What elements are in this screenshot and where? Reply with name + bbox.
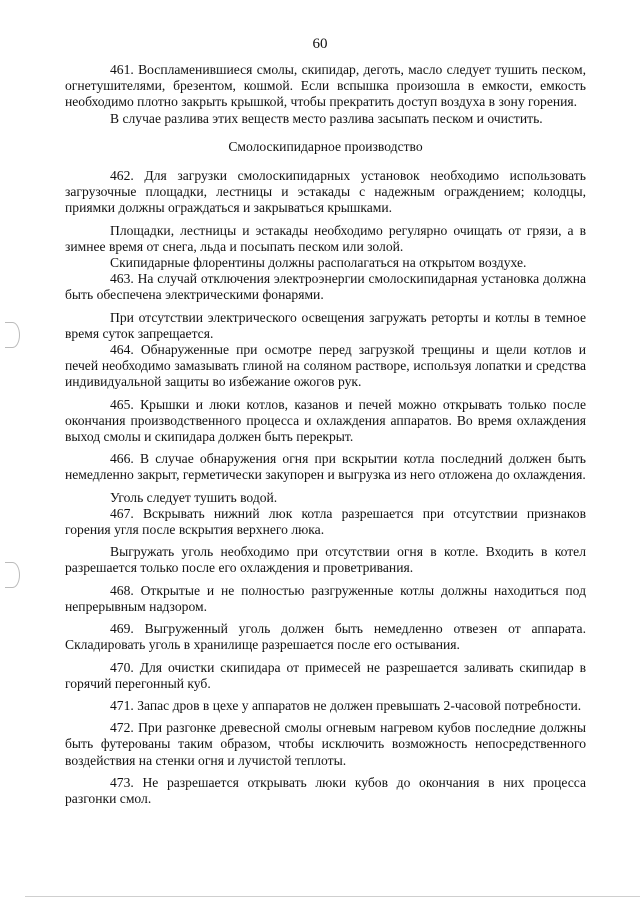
paragraph-466: 466. В случае обнаружения огня при вскрытии котла последний должен быть немедленно закрыт, герметически закупорен и выгрузка из него отложена до охлаждения. [65,451,586,483]
paragraph-466-coal: Уголь следует тушить водой. [110,489,278,505]
paragraph-463: 463. На случай отключения электроэнергии смолоскипидарная установка должна быть обеспечена электрическими фонарями. [65,271,586,303]
paragraph-470: 470. Для очистки скипидара от примесей не разрешается заливать скипидар в горячий перегонный куб. [65,659,586,691]
paragraph-462: 462. Для загрузки смолоскипидарных установок необходимо использовать загрузочные площадки, лестницы и эстакады с надежным ограждением; колодцы, приямки должны ограждаться и закрываться крышками. [65,168,586,216]
paragraph-462-platforms: Площадки, лестницы и эстакады необходимо регулярно очищать от грязи, а в зимнее время от снега, льда и посыпать песком или золой. [65,222,586,254]
paragraph-467-unloading: Выгружать уголь необходимо при отсутствии огня в котле. Входить в котел разрешается только после его охлаждения и проветривания. [65,544,586,576]
paragraph-472: 472. При разгонке древесной смолы огневым нагревом кубов последние должны быть футерованы таким образом, чтобы исключить возможность непосредственного воздействия на стенки огня и лучистой теплоты. [65,720,586,768]
document-body [65,62,586,807]
paragraph-464: 464. Обнаруженные при осмотре перед загрузкой трещины и щели котлов и печей необходимо замазывать глиной на соляном растворе, используя лопатки и средства индивидуальной защиты во избежание ожогов рук. [65,342,586,390]
paragraph-461: 461. Воспламенившиеся смолы, скипидар, деготь, масло следует тушить песком, огнетушителями, брезентом, кошмой. Если вспышка произошла в емкости, емкость необходимо плотно закрыть крышкой, чтобы прекратить доступ воздуха в зону горения. [65,62,586,110]
paragraph-473: 473. Не разрешается открывать люки кубов до окончания в них процесса разгонки смол. [65,774,586,806]
paragraph-463-lighting: При отсутствии электрического освещения загружать реторты и котлы в темное время суток запрещается. [65,309,586,341]
paragraph-468: 468. Открытые и не полностью разгруженные котлы должны находиться под непрерывным надзором. [65,582,586,614]
section-title: Смолоскипидарное производство [228,138,423,154]
page-bottom-edge [25,896,640,897]
paragraph-462-florentines: Скипидарные флорентины должны располагаться на открытом воздухе. [110,255,527,271]
paragraph-spill: В случае разлива этих веществ место разлива засыпать песком и очистить. [110,110,543,126]
punch-hole-mark [5,322,20,348]
paragraph-471: 471. Запас дров в цехе у аппаратов не должен превышать 2-часовой потребности. [110,697,582,713]
paragraph-465: 465. Крышки и люки котлов, казанов и печей можно открывать только после окончания производственного процесса и охлаждения аппаратов. Во время охлаждения выход смолы и скипидара должен быть перекрыт. [65,396,586,445]
paragraph-469: 469. Выгруженный уголь должен быть немедленно отвезен от аппарата. Складировать уголь в хранилище разрешается после его остывания. [65,621,586,653]
page-number: 60 [312,36,328,52]
paragraph-467: 467. Вскрывать нижний люк котла разрешается при отсутствии признаков горения угля после вскрытия верхнего люка. [65,505,586,538]
punch-hole-mark [5,562,20,588]
